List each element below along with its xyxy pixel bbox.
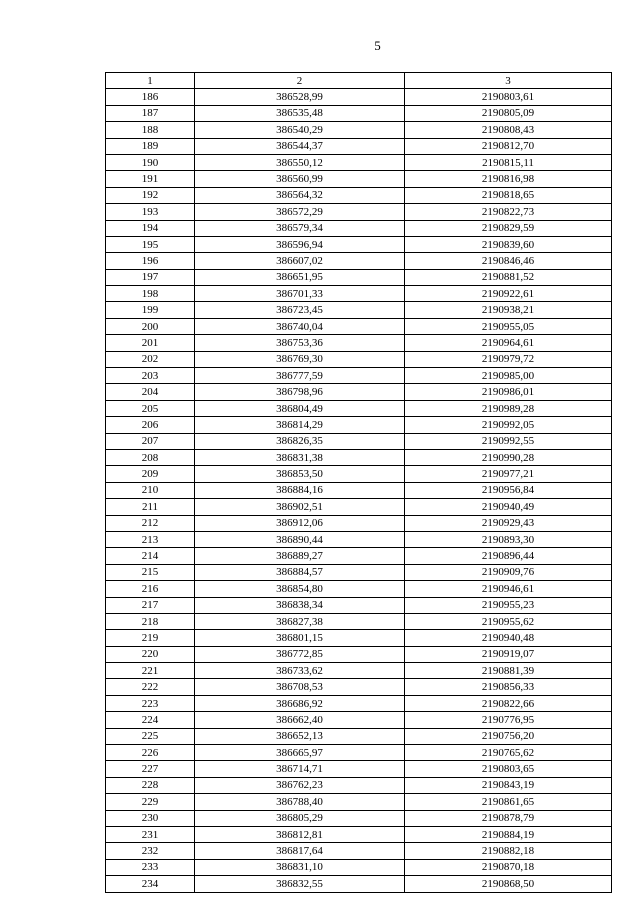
table-row (106, 204, 612, 220)
table-row (106, 843, 612, 859)
cell-point-number: 201 (106, 335, 195, 351)
cell-point-number: 204 (106, 384, 195, 400)
table-row (106, 171, 612, 187)
table-row (106, 564, 612, 580)
table-row (106, 531, 612, 547)
cell-y: 2190919,07 (405, 646, 612, 662)
cell-y: 2190955,62 (405, 613, 612, 629)
cell-x: 386607,02 (195, 253, 405, 269)
cell-y: 2190756,20 (405, 728, 612, 744)
cell-y: 2190815,11 (405, 154, 612, 170)
cell-x: 386540,29 (195, 122, 405, 138)
table-row (106, 876, 612, 892)
table-row (106, 449, 612, 465)
table-row (106, 597, 612, 613)
cell-y: 2190843,19 (405, 777, 612, 793)
cell-point-number: 192 (106, 187, 195, 203)
cell-point-number: 230 (106, 810, 195, 826)
table-row (106, 187, 612, 203)
table-row (106, 154, 612, 170)
cell-y: 2190878,79 (405, 810, 612, 826)
cell-point-number: 221 (106, 663, 195, 679)
cell-point-number: 218 (106, 613, 195, 629)
cell-x: 386651,95 (195, 269, 405, 285)
cell-point-number: 227 (106, 761, 195, 777)
cell-point-number: 209 (106, 466, 195, 482)
cell-y: 2190808,43 (405, 122, 612, 138)
cell-y: 2190822,73 (405, 204, 612, 220)
page-number: 5 (374, 38, 381, 53)
table-row (106, 728, 612, 744)
cell-point-number: 223 (106, 695, 195, 711)
cell-x: 386902,51 (195, 499, 405, 515)
cell-x: 386832,55 (195, 876, 405, 892)
cell-point-number: 213 (106, 531, 195, 547)
table-row (106, 368, 612, 384)
cell-point-number: 228 (106, 777, 195, 793)
cell-y: 2190940,49 (405, 499, 612, 515)
cell-x: 386740,04 (195, 318, 405, 334)
cell-x: 386686,92 (195, 695, 405, 711)
cell-x: 386817,64 (195, 843, 405, 859)
cell-point-number: 195 (106, 236, 195, 252)
cell-x: 386788,40 (195, 794, 405, 810)
table-row (106, 417, 612, 433)
cell-point-number: 199 (106, 302, 195, 318)
table-row (106, 466, 612, 482)
cell-x: 386831,38 (195, 449, 405, 465)
header-cell-y: 3 (405, 73, 612, 89)
table-row (106, 859, 612, 875)
cell-point-number: 202 (106, 351, 195, 367)
header-cell-point-number: 1 (106, 73, 195, 89)
cell-point-number: 194 (106, 220, 195, 236)
cell-point-number: 193 (106, 204, 195, 220)
table-row (106, 826, 612, 842)
cell-y: 2190868,50 (405, 876, 612, 892)
table-row (106, 712, 612, 728)
table-row (106, 646, 612, 662)
cell-y: 2190992,05 (405, 417, 612, 433)
cell-point-number: 226 (106, 745, 195, 761)
cell-x: 386889,27 (195, 548, 405, 564)
cell-y: 2190839,60 (405, 236, 612, 252)
table-row (106, 679, 612, 695)
cell-y: 2190882,18 (405, 843, 612, 859)
cell-x: 386831,10 (195, 859, 405, 875)
table-row (106, 794, 612, 810)
cell-y: 2190909,76 (405, 564, 612, 580)
cell-point-number: 206 (106, 417, 195, 433)
cell-x: 386827,38 (195, 613, 405, 629)
cell-y: 2190893,30 (405, 531, 612, 547)
cell-y: 2190881,52 (405, 269, 612, 285)
cell-point-number: 197 (106, 269, 195, 285)
table-row (106, 122, 612, 138)
cell-x: 386814,29 (195, 417, 405, 433)
table-row (106, 236, 612, 252)
cell-y: 2190812,70 (405, 138, 612, 154)
table-row (106, 253, 612, 269)
table-row (106, 695, 612, 711)
table-row (106, 138, 612, 154)
cell-x: 386665,97 (195, 745, 405, 761)
table-row (106, 663, 612, 679)
cell-x: 386535,48 (195, 105, 405, 121)
cell-x: 386528,99 (195, 89, 405, 105)
cell-point-number: 217 (106, 597, 195, 613)
table-header-row (106, 73, 612, 89)
cell-y: 2190803,61 (405, 89, 612, 105)
table-row (106, 269, 612, 285)
cell-y: 2190992,55 (405, 433, 612, 449)
table-row (106, 335, 612, 351)
cell-point-number: 208 (106, 449, 195, 465)
table-row (106, 351, 612, 367)
cell-point-number: 231 (106, 826, 195, 842)
cell-y: 2190946,61 (405, 581, 612, 597)
cell-x: 386890,44 (195, 531, 405, 547)
cell-y: 2190846,46 (405, 253, 612, 269)
cell-point-number: 229 (106, 794, 195, 810)
cell-x: 386753,36 (195, 335, 405, 351)
cell-x: 386769,30 (195, 351, 405, 367)
cell-x: 386708,53 (195, 679, 405, 695)
table-row (106, 613, 612, 629)
cell-point-number: 186 (106, 89, 195, 105)
cell-x: 386560,99 (195, 171, 405, 187)
table-row (106, 581, 612, 597)
table-row (106, 777, 612, 793)
cell-y: 2190940,48 (405, 630, 612, 646)
cell-y: 2190822,66 (405, 695, 612, 711)
table-body (106, 73, 612, 893)
cell-y: 2190803,65 (405, 761, 612, 777)
cell-y: 2190765,62 (405, 745, 612, 761)
cell-x: 386714,71 (195, 761, 405, 777)
table-row (106, 400, 612, 416)
table-row (106, 105, 612, 121)
cell-x: 386572,29 (195, 204, 405, 220)
cell-x: 386662,40 (195, 712, 405, 728)
cell-y: 2190805,09 (405, 105, 612, 121)
cell-point-number: 187 (106, 105, 195, 121)
cell-point-number: 200 (106, 318, 195, 334)
cell-x: 386812,81 (195, 826, 405, 842)
table-row (106, 515, 612, 531)
cell-point-number: 205 (106, 400, 195, 416)
cell-point-number: 216 (106, 581, 195, 597)
header-cell-x: 2 (195, 73, 405, 89)
cell-point-number: 190 (106, 154, 195, 170)
cell-point-number: 219 (106, 630, 195, 646)
cell-x: 386777,59 (195, 368, 405, 384)
cell-point-number: 211 (106, 499, 195, 515)
cell-point-number: 188 (106, 122, 195, 138)
cell-point-number: 222 (106, 679, 195, 695)
cell-y: 2190986,01 (405, 384, 612, 400)
cell-point-number: 220 (106, 646, 195, 662)
cell-y: 2190870,18 (405, 859, 612, 875)
cell-y: 2190776,95 (405, 712, 612, 728)
cell-y: 2190861,65 (405, 794, 612, 810)
table-row (106, 745, 612, 761)
cell-x: 386854,80 (195, 581, 405, 597)
cell-x: 386652,13 (195, 728, 405, 744)
cell-x: 386884,57 (195, 564, 405, 580)
cell-point-number: 203 (106, 368, 195, 384)
coordinates-table (105, 72, 612, 893)
table-row (106, 548, 612, 564)
cell-x: 386805,29 (195, 810, 405, 826)
cell-point-number: 207 (106, 433, 195, 449)
cell-x: 386579,34 (195, 220, 405, 236)
cell-x: 386804,49 (195, 400, 405, 416)
table-row (106, 89, 612, 105)
cell-point-number: 196 (106, 253, 195, 269)
cell-y: 2190929,43 (405, 515, 612, 531)
cell-y: 2190990,28 (405, 449, 612, 465)
cell-point-number: 225 (106, 728, 195, 744)
cell-x: 386701,33 (195, 286, 405, 302)
cell-y: 2190985,00 (405, 368, 612, 384)
cell-point-number: 224 (106, 712, 195, 728)
cell-y: 2190979,72 (405, 351, 612, 367)
cell-y: 2190955,05 (405, 318, 612, 334)
cell-x: 386801,15 (195, 630, 405, 646)
cell-y: 2190956,84 (405, 482, 612, 498)
cell-y: 2190816,98 (405, 171, 612, 187)
cell-x: 386853,50 (195, 466, 405, 482)
cell-x: 386826,35 (195, 433, 405, 449)
cell-point-number: 233 (106, 859, 195, 875)
table-row (106, 318, 612, 334)
cell-point-number: 189 (106, 138, 195, 154)
table-row (106, 302, 612, 318)
cell-y: 2190818,65 (405, 187, 612, 203)
cell-y: 2190977,21 (405, 466, 612, 482)
cell-x: 386733,62 (195, 663, 405, 679)
cell-x: 386772,85 (195, 646, 405, 662)
cell-point-number: 212 (106, 515, 195, 531)
table-row (106, 433, 612, 449)
cell-x: 386838,34 (195, 597, 405, 613)
table-row (106, 384, 612, 400)
cell-y: 2190856,33 (405, 679, 612, 695)
cell-point-number: 215 (106, 564, 195, 580)
cell-y: 2190989,28 (405, 400, 612, 416)
cell-point-number: 210 (106, 482, 195, 498)
table-row (106, 630, 612, 646)
cell-point-number: 232 (106, 843, 195, 859)
cell-point-number: 214 (106, 548, 195, 564)
table-row (106, 220, 612, 236)
cell-x: 386723,45 (195, 302, 405, 318)
table-row (106, 761, 612, 777)
cell-y: 2190881,39 (405, 663, 612, 679)
cell-point-number: 198 (106, 286, 195, 302)
table-row (106, 286, 612, 302)
cell-point-number: 191 (106, 171, 195, 187)
cell-y: 2190938,21 (405, 302, 612, 318)
cell-y: 2190884,19 (405, 826, 612, 842)
table-row (106, 499, 612, 515)
cell-x: 386596,94 (195, 236, 405, 252)
table-row (106, 482, 612, 498)
cell-y: 2190964,61 (405, 335, 612, 351)
cell-x: 386912,06 (195, 515, 405, 531)
cell-x: 386564,32 (195, 187, 405, 203)
table-row (106, 810, 612, 826)
cell-y: 2190829,59 (405, 220, 612, 236)
cell-x: 386884,16 (195, 482, 405, 498)
cell-point-number: 234 (106, 876, 195, 892)
cell-y: 2190922,61 (405, 286, 612, 302)
cell-y: 2190955,23 (405, 597, 612, 613)
cell-y: 2190896,44 (405, 548, 612, 564)
cell-x: 386798,96 (195, 384, 405, 400)
cell-x: 386544,37 (195, 138, 405, 154)
cell-x: 386762,23 (195, 777, 405, 793)
cell-x: 386550,12 (195, 154, 405, 170)
